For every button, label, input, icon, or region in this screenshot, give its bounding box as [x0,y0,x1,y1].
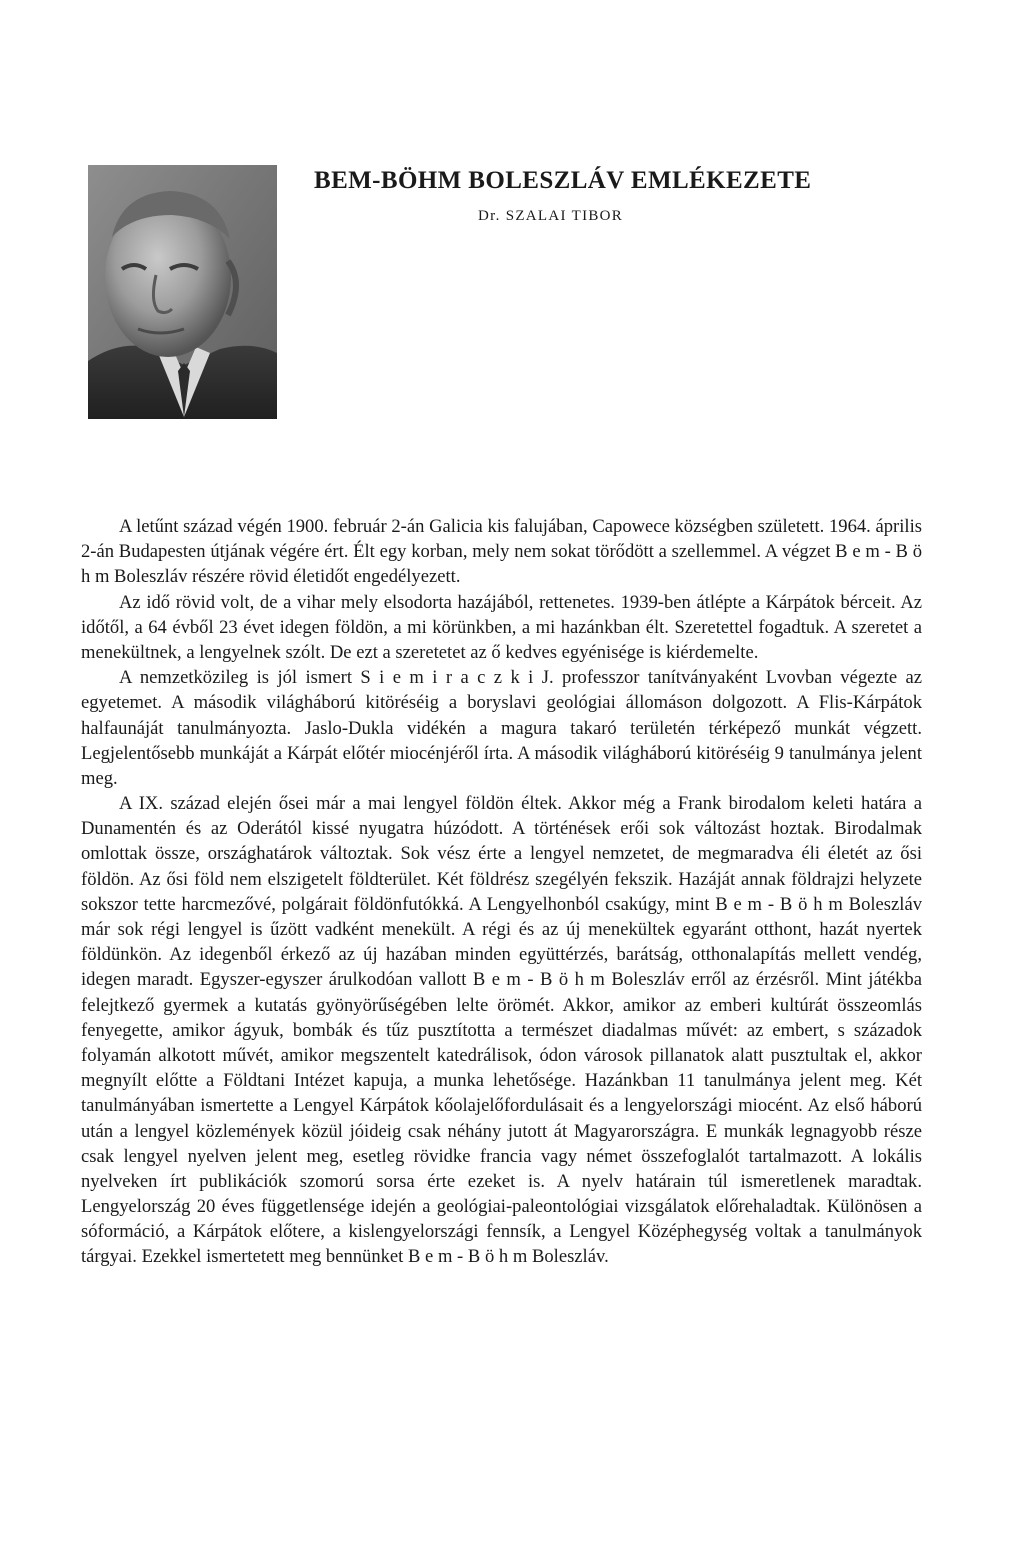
paragraph: Az idő rövid volt, de a vihar mely elsodorta hazájából, rettenetes. 1939-ben átlépte a Kárpátok bérceit. Az időtől, a 64 évből 23 évet idegen földön, a mi körünkben, a mi hazánkban élt. Szeretettel fogadtuk. A szeretet a menekültnek, a lengyelnek szólt. De ezt a szeretetet az ő kedves egyénisége is kiérdemelte. [81,591,922,663]
article-body [81,514,922,1270]
article-title: BEM-BÖHM BOLESZLÁV EMLÉKEZETE [314,167,812,194]
paragraph: A IX. század elején ősei már a mai lengyel földön éltek. Akkor még a Frank birodalom keleti határa a Dunamentén és az Oderától kissé nyugatra húzódott. A történések erői sok változást hoztak. Birodalmak omlottak össze, országhatárok változtak. Sok vész érte a lengyel nemzetet, de megmaradva éli életét az ősi földön. Az ősi föld nem elszigetelt földterület. Két földrész szegélyén fekszik. Hazáját annak földrajzi helyzete sokszor tette harcmezővé, polgárait földönfutókká. A Lengyelhonból csakúgy, mint B e m - B ö h m Boleszláv már sok régi lengyel is űzött vadként menekült. A régi és az új menekültek egyaránt otthont, hazát nyertek földünkön. Az idegenből érkező az új hazában minden együttérzés, barátság, otthonalapítás mellett vendég, idegen maradt. Egyszer-egyszer árulkodóan vallott B e m - B ö h m Boleszláv erről az érzésről. Mint játékba felejtkező gyermek a kutatás gyönyörűségében lelte örömét. Akkor, amikor az emberi kultúrát összeomlás fenyegette, amikor ágyuk, bombák és tűz pusztította a természet diadalmas művét: az embert, s századok folyamán alkotott művét, amikor megszentelt katedrálisok, ódon városok pillanatok alatt pusztultak el, akkor megnyílt előtte a Földtani Intézet kapuja, a munka lehetősége. Hazánkban 11 tanulmánya jelent meg. Két tanulmányában ismertette a Lengyel Kárpátok kőolajelőfordulásait és a lengyelországi miocént. Az első háború után a lengyel közlemények közül jóideig csak néhány jutott át Magyarországra. E munkák legnagyobb része csak lengyel nyelven jelent meg, esetleg rövidke francia vagy német összefoglalót tartalmazott. A lokális nyelveken írt publikációk szomorú sorsa érte ezeket is. A nyelv határain túl ismeretlenek maradtak. Lengyelország 20 éves függetlensége idején a geológiai-paleontológiai vizsgálatok előrehaladtak. Különösen a sóformáció, a Kárpátok előtere, a kislengyelországi fennsík, a Lengyel Középhegység voltak a tanulmányok tárgyai. Ezekkel ismertetett meg bennünket B e m - B ö h m Boleszláv. [81,793,922,1268]
paragraph: A letűnt század végén 1900. február 2-án Galicia kis falujában, Capowece községben született. 1964. április 2-án Budapesten útjának végére ért. Élt egy korban, mely nem sokat törődött a szellemmel. A végzet B e m - B ö h m Boleszláv részére rövid életidőt engedélyezett. [81,516,922,588]
author-name: Dr. SZALAI TIBOR [478,208,624,224]
portrait-image [88,165,277,419]
paragraph: A nemzetközileg is jól ismert S i e m i r a c z k i J. professzor tanítványaként Lvovban végezte az egyetemet. A második világháború kitöréséig a boryslavi geológiai állomáson dolgozott. A Flis-Kárpátok halfaunáját tanulmányozta. Jaslo-Dukla vidékén a magura takaró területén térképező munkát végzett. Legjelentősebb munkáját a Kárpát előtér miocénjéről írta. A második világháború kitöréséig 9 tanulmánya jelent meg. [81,667,922,789]
portrait-photo [88,165,277,419]
